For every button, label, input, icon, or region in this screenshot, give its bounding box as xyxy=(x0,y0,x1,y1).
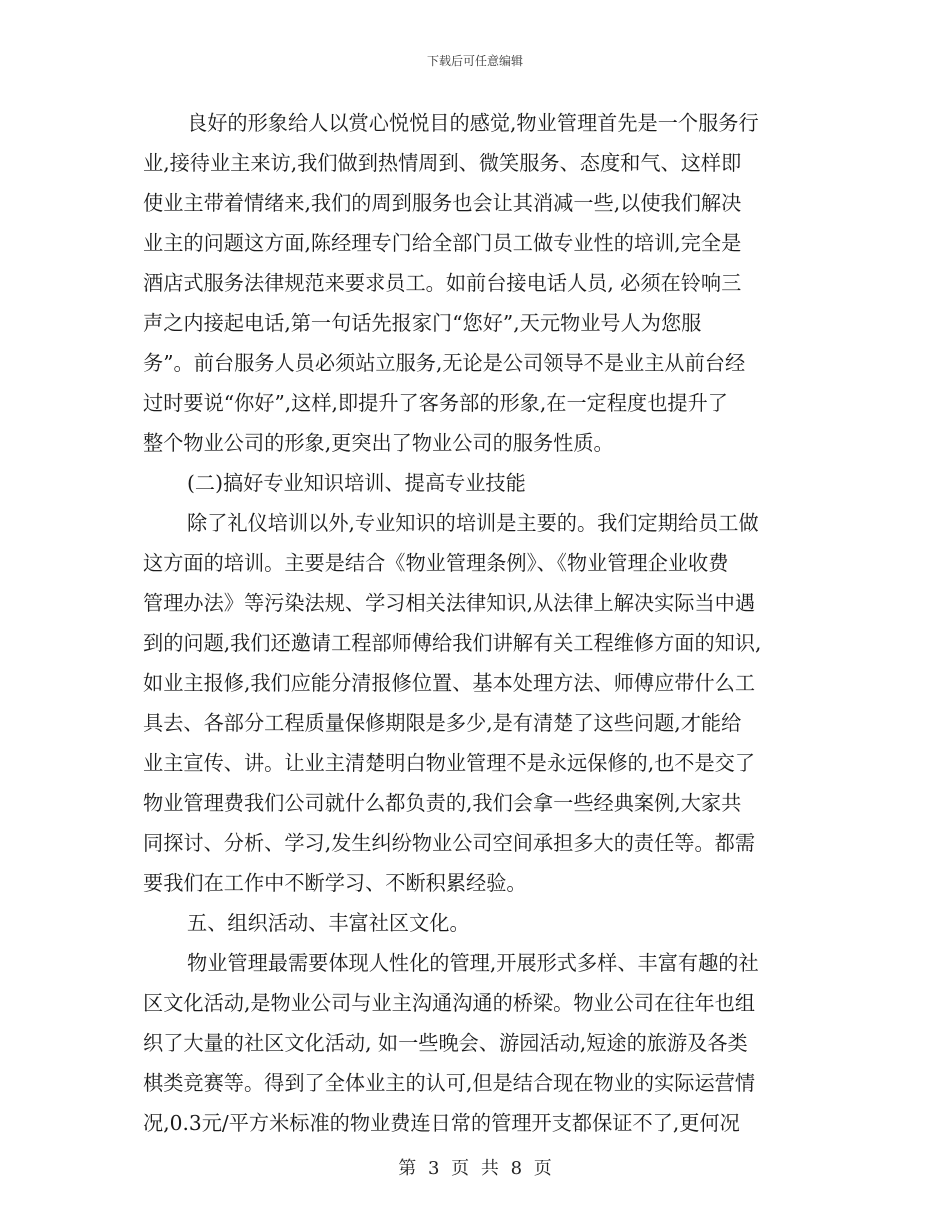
text-line: 如业主报修,我们应能分清报修位置、基本处理方法、师傅应带什么工 xyxy=(143,671,756,695)
text-line: 物业管理费我们公司就什么都负责的,我们会拿一些经典案例,大家共 xyxy=(143,791,742,815)
text-line: 务”。前台服务人员必须站立服务,无论是公司领导不是业主从前台经 xyxy=(143,351,746,375)
text-line: 除了礼仪培训以外,专业知识的培训是主要的。我们定期给员工做 xyxy=(187,511,759,535)
page-header: 下载后可任意编辑 xyxy=(426,54,523,68)
section-heading: (二)搞好专业知识培训、提高专业技能 xyxy=(187,471,526,495)
text-line: 区文化活动,是物业公司与业主沟通沟通的桥梁。物业公司在往年也组 xyxy=(143,991,756,1015)
text-line: 声之内接起电话,第一句话先报家门“您好”,天元物业号人为您服 xyxy=(143,311,702,335)
text-line: 物业管理最需要体现人性化的管理,开展形式多样、丰富有趣的社 xyxy=(187,951,759,975)
text-line: 织了大量的社区文化活动, 如一些晚会、游园活动,短途的旅游及各类 xyxy=(143,1031,748,1055)
document-body xyxy=(143,103,803,1143)
page-footer: 第 3 页 共 8 页 xyxy=(398,1158,552,1179)
text-line: 同探讨、分析、学习,发生纠纷物业公司空间承担多大的责任等。都需 xyxy=(143,831,756,855)
text-line: 到的问题,我们还邀请工程部师傅给我们讲解有关工程维修方面的知识, xyxy=(143,631,762,655)
text-line: 业主宣传、讲。让业主清楚明白物业管理不是永远保修的,也不是交了 xyxy=(143,751,756,775)
text-line: 业,接待业主来访,我们做到热情周到、微笑服务、态度和气、这样即 xyxy=(143,151,742,175)
section-heading: 五、组织活动、丰富社区文化。 xyxy=(187,911,470,935)
text-line: 要我们在工作中不断学习、不断积累经验。 xyxy=(143,871,527,895)
text-line: 业主的问题这方面,陈经理专门给全部门员工做专业性的培训,完全是 xyxy=(143,231,742,255)
text-line: 整个物业公司的形象,更突出了物业公司的服务性质。 xyxy=(143,431,614,455)
text-line: 良好的形象给人以赏心悦悦目的感觉,物业管理首先是一个服务行 xyxy=(187,111,759,135)
text-line: 管理办法》等污染法规、学习相关法律知识,从法律上解决实际当中遇 xyxy=(143,591,756,615)
text-line: 具去、各部分工程质量保修期限是多少,是有清楚了这些问题,才能给 xyxy=(143,711,742,735)
text-line: 这方面的培训。主要是结合《物业管理条例》、《物业管理企业收费 xyxy=(143,551,729,575)
text-line: 过时要说“你好”,这样,即提升了客务部的形象,在一定程度也提升了 xyxy=(143,391,728,415)
text-line: 况,0.3元/平方米标准的物业费连日常的管理开支都保证不了,更何况 xyxy=(143,1111,740,1135)
text-line: 棋类竞赛等。得到了全体业主的认可,但是结合现在物业的实际运营情 xyxy=(143,1071,756,1095)
text-line: 酒店式服务法律规范来要求员工。如前台接电话人员, 必须在铃响三 xyxy=(143,271,742,295)
text-line: 使业主带着情绪来,我们的周到服务也会让其消减一些,以使我们解决 xyxy=(143,191,742,215)
